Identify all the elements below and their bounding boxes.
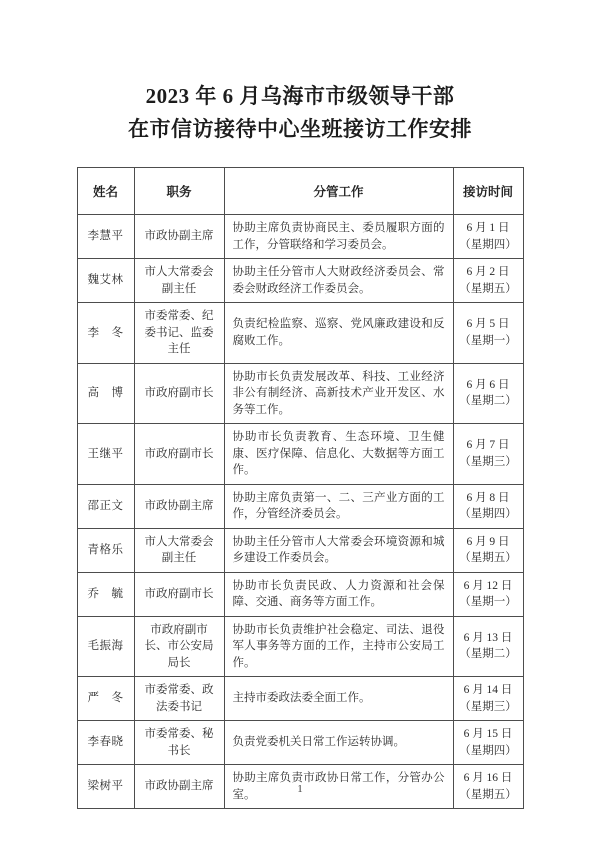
leader-position: 市政府副市长: [134, 572, 224, 616]
title-line-1: 2023 年 6 月乌海市市级领导干部: [145, 84, 455, 108]
table-row: [77, 677, 523, 721]
visit-time-cell: [453, 215, 523, 259]
leader-name: 梁树平: [77, 765, 134, 809]
leader-duty: 协助市长负责维护社会稳定、司法、退役军人事务等方面的工作，主持市公安局工作。: [224, 616, 453, 677]
leader-name: 魏艾林: [77, 259, 134, 303]
visit-time-cell: [453, 259, 523, 303]
visit-time-cell: [453, 721, 523, 765]
table-row: [77, 303, 523, 364]
leader-name: 李慧平: [77, 215, 134, 259]
title-line-2: 在市信访接待中心坐班接访工作安排: [128, 117, 472, 141]
schedule-table: [77, 167, 524, 809]
leader-name: 李春晓: [77, 721, 134, 765]
leader-position: 市政协副主席: [134, 484, 224, 528]
leader-name: 邵正文: [77, 484, 134, 528]
visit-date: 6 月 12 日: [463, 579, 513, 592]
header-duty: 分管工作: [224, 168, 453, 215]
leader-name: 严 冬: [77, 677, 134, 721]
header-name: 姓名: [77, 168, 134, 215]
leader-name: 青格乐: [77, 528, 134, 572]
visit-weekday: （星期四）: [459, 744, 517, 757]
table-row: [77, 616, 523, 677]
visit-time-cell: [453, 528, 523, 572]
visit-time-cell: [453, 363, 523, 424]
visit-weekday: （星期一）: [459, 596, 517, 608]
leader-duty: 主持市委政法委全面工作。: [224, 677, 453, 721]
table-row: [77, 363, 523, 424]
leader-duty: 协助主任分管市人大常委会环境资源和城乡建设工作委员会。: [224, 528, 453, 572]
visit-weekday: （星期五）: [459, 282, 517, 295]
visit-date: 6 月 13 日: [463, 631, 513, 644]
leader-duty: 协助市长负责发展改革、科技、工业经济非公有制经济、高新技术产业开发区、水务等工作。: [224, 363, 453, 424]
visit-time-cell: [453, 303, 523, 364]
visit-time-cell: [453, 572, 523, 616]
table-row: [77, 424, 523, 485]
visit-weekday: （星期四）: [459, 508, 517, 520]
visit-weekday: （星期五）: [459, 552, 517, 564]
leader-name: 高 博: [77, 363, 134, 424]
visit-date: 6 月 2 日: [466, 266, 510, 278]
leader-position: 市委常委、秘书长: [134, 721, 224, 765]
visit-date: 6 月 15 日: [463, 728, 513, 740]
visit-date: 6 月 8 日: [466, 491, 510, 504]
table-row: [77, 484, 523, 528]
leader-name: 王继平: [77, 424, 134, 485]
visit-date: 6 月 5 日: [466, 318, 510, 331]
leader-position: 市政协副主席: [134, 765, 224, 809]
visit-weekday: （星期三）: [459, 455, 517, 468]
table-header-row: [77, 168, 523, 215]
table-row: [77, 215, 523, 259]
visit-date: 6 月 6 日: [466, 378, 510, 391]
visit-weekday: （星期二）: [459, 395, 517, 408]
visit-weekday: （星期一）: [459, 334, 517, 347]
table-row: [77, 721, 523, 765]
leader-duty: 协助主任分管市人大财政经济委员会、常委会财政经济工作委员会。: [224, 259, 453, 303]
page-number: 1: [297, 783, 303, 795]
leader-name: 乔 毓: [77, 572, 134, 616]
visit-weekday: （星期三）: [459, 700, 517, 713]
leader-duty: 协助主席负责协商民主、委员履职方面的工作，分管联络和学习委员会。: [224, 215, 453, 259]
leader-position: 市政府副市长、市公安局局长: [134, 616, 224, 677]
leader-duty: 协助主席负责第一、二、三产业方面的工作，分管经济委员会。: [224, 484, 453, 528]
visit-time-cell: [453, 616, 523, 677]
document-title: [0, 0, 600, 146]
visit-weekday: （星期五）: [459, 788, 517, 801]
header-position: 职务: [134, 168, 224, 215]
visit-time-cell: [453, 424, 523, 485]
table-row: [77, 259, 523, 303]
leader-position: 市委常委、政法委书记: [134, 677, 224, 721]
leader-position: 市政府副市长: [134, 363, 224, 424]
leader-position: 市政府副市长: [134, 424, 224, 485]
visit-date: 6 月 7 日: [466, 439, 510, 452]
visit-date: 6 月 9 日: [466, 535, 510, 548]
leader-name: 毛振海: [77, 616, 134, 677]
visit-time-cell: [453, 484, 523, 528]
leader-position: 市人大常委会副主任: [134, 259, 224, 303]
visit-weekday: （星期四）: [459, 238, 517, 251]
leader-duty: 协助主席负责市政协日常工作，分管办公室。: [224, 765, 453, 809]
table-row: [77, 572, 523, 616]
leader-duty: 协助市长负责教育、生态环境、卫生健康、医疗保障、信息化、大数据等方面工作。: [224, 424, 453, 485]
leader-name: 李 冬: [77, 303, 134, 364]
leader-duty: 负责纪检监察、巡察、党风廉政建设和反腐败工作。: [224, 303, 453, 364]
leader-position: 市委常委、纪委书记、监委主任: [134, 303, 224, 364]
leader-position: 市人大常委会副主任: [134, 528, 224, 572]
visit-weekday: （星期二）: [459, 648, 517, 661]
leader-duty: 负责党委机关日常工作运转协调。: [224, 721, 453, 765]
leader-duty: 协助市长负责民政、人力资源和社会保障、交通、商务等方面工作。: [224, 572, 453, 616]
visit-time-cell: [453, 677, 523, 721]
leader-position: 市政协副主席: [134, 215, 224, 259]
visit-date: 6 月 16 日: [463, 772, 513, 784]
table-row: [77, 528, 523, 572]
visit-date: 6 月 14 日: [463, 684, 513, 696]
visit-date: 6 月 1 日: [466, 222, 510, 234]
header-time: 接访时间: [453, 168, 523, 215]
